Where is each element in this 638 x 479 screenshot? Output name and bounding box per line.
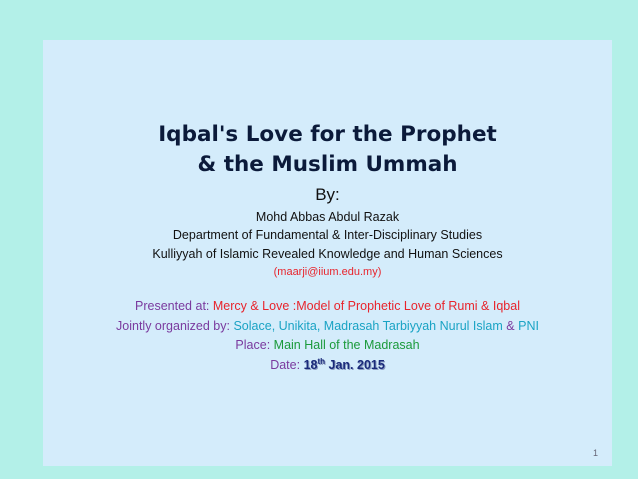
organizers: Solace, Unikita, Madrasah Tarbiyyah Nurul Islam [233,319,503,333]
date-line [43,357,612,372]
by-label: By: [315,185,340,204]
date-suffix: th [317,357,326,366]
date-day: 18 [303,358,318,373]
department: Department of Fundamental & Inter-Disciplinary Studies [172,228,483,242]
date-label: Date: [270,358,301,373]
slide-title [43,120,612,180]
page-number: 1 [592,448,598,458]
place-value: Main Hall of the Madrasah [273,338,420,352]
organizers-ampersand: & [506,319,515,333]
place-line [43,338,612,352]
kulliyyah: Kulliyyah of Islamic Revealed Knowledge and Human Sciences [152,247,503,261]
date-rest: Jan. 2015 [328,358,385,373]
title-line-1: Iqbal's Love for the Prophet [158,122,497,147]
slide [43,40,612,466]
title-line-2: & the Muslim Ummah [197,152,458,177]
author-name: Mohd Abbas Abdul Razak [255,210,400,224]
jointly-organized-label: Jointly organized by: [116,319,230,333]
place-label: Place: [235,338,271,352]
presented-at-line [43,299,612,313]
jointly-organized-line [43,319,612,333]
organizer-pni: PNI [518,319,539,333]
presented-at-value: Mercy & Love :Model of Prophetic Love of Rumi & Iqbal [212,299,520,313]
email: (maarji@iium.edu.my) [273,266,382,278]
date-value [304,358,385,372]
presented-at-label: Presented at: [135,299,210,313]
